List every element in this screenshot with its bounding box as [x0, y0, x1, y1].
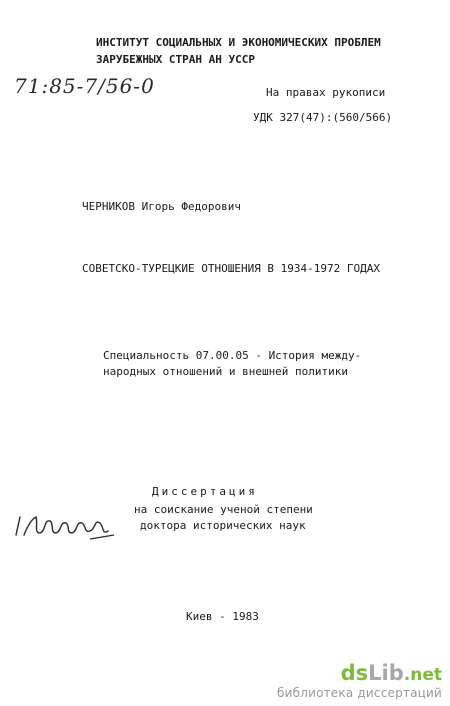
- manuscript-rights: На правах рукописи: [266, 86, 386, 99]
- institute-line-2: ЗАРУБЕЖНЫХ СТРАН АН УССР: [96, 53, 255, 66]
- specialty-line-1: Специальность 07.00.05 - История между-: [103, 349, 362, 362]
- institute-line-1: ИНСТИТУТ СОЦИАЛЬНЫХ И ЭКОНОМИЧЕСКИХ ПРОБЛЕМ: [96, 36, 381, 49]
- degree-line-1: на соискание ученой степени: [134, 503, 313, 516]
- signature: [10, 505, 120, 545]
- dissertation-title: СОВЕТСКО-ТУРЕЦКИЕ ОТНОШЕНИЯ В 1934-1972 ГОДАХ: [82, 262, 381, 275]
- dslib-logo[interactable]: [277, 662, 442, 700]
- logo-ds: ds: [340, 661, 369, 685]
- author-name: ЧЕРНИКОВ Игорь Федорович: [82, 200, 241, 213]
- dslib-logo-text: [277, 662, 442, 686]
- degree-line-2: доктора исторических наук: [140, 519, 306, 532]
- udc-code: УДК 327(47):(560/566): [253, 111, 393, 124]
- logo-subtitle: библиотека диссертаций: [277, 686, 442, 700]
- catalog-mark: 71:85-7/56-0: [14, 74, 155, 98]
- logo-net: .net: [403, 665, 442, 685]
- place-year: Киев - 1983: [186, 610, 259, 623]
- logo-lib: Lib: [368, 661, 404, 685]
- dissertation-word: Диссертация: [152, 485, 258, 498]
- specialty-line-2: народных отношений и внешней политики: [103, 365, 349, 378]
